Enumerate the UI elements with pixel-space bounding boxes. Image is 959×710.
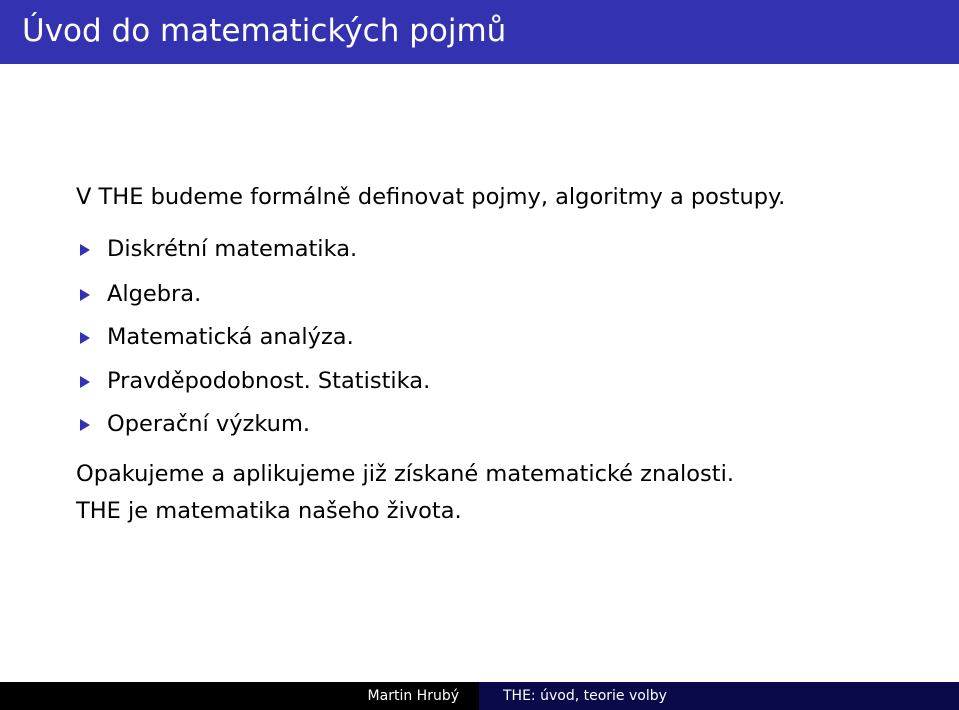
bullet-text: Matematická analýza. (107, 324, 354, 350)
footer-bar (0, 682, 959, 710)
footer-author-panel (0, 682, 479, 710)
bullet-text: Algebra. (107, 281, 202, 307)
title-bar (0, 0, 959, 64)
closing-text: THE je matematika našeho života. (76, 498, 462, 524)
triangle-bullet-icon (80, 289, 90, 301)
bullet-item (107, 279, 201, 309)
bullet-item (107, 234, 357, 264)
bullet-item (107, 366, 430, 396)
bullet-item (107, 322, 354, 352)
footer-short-title: THE: úvod, teorie volby (503, 688, 667, 704)
bullet-text: Operační výzkum. (107, 411, 311, 437)
bullet-text: Pravděpodobnost. Statistika. (107, 368, 431, 394)
footer-title-panel (479, 682, 959, 710)
slide-title: Úvod do matematických pojmů (22, 13, 507, 49)
footer-author: Martin Hrubý (367, 688, 459, 704)
triangle-bullet-icon (80, 376, 90, 388)
triangle-bullet-icon (80, 419, 90, 431)
triangle-bullet-icon (80, 332, 90, 344)
triangle-bullet-icon (80, 244, 90, 256)
intro-text: V THE budeme formálně definovat pojmy, algoritmy a postupy. (76, 184, 786, 210)
bullet-text: Diskrétní matematika. (107, 236, 358, 262)
bullet-item (107, 409, 310, 439)
closing-text: Opakujeme a aplikujeme již získané matematické znalosti. (76, 461, 734, 487)
